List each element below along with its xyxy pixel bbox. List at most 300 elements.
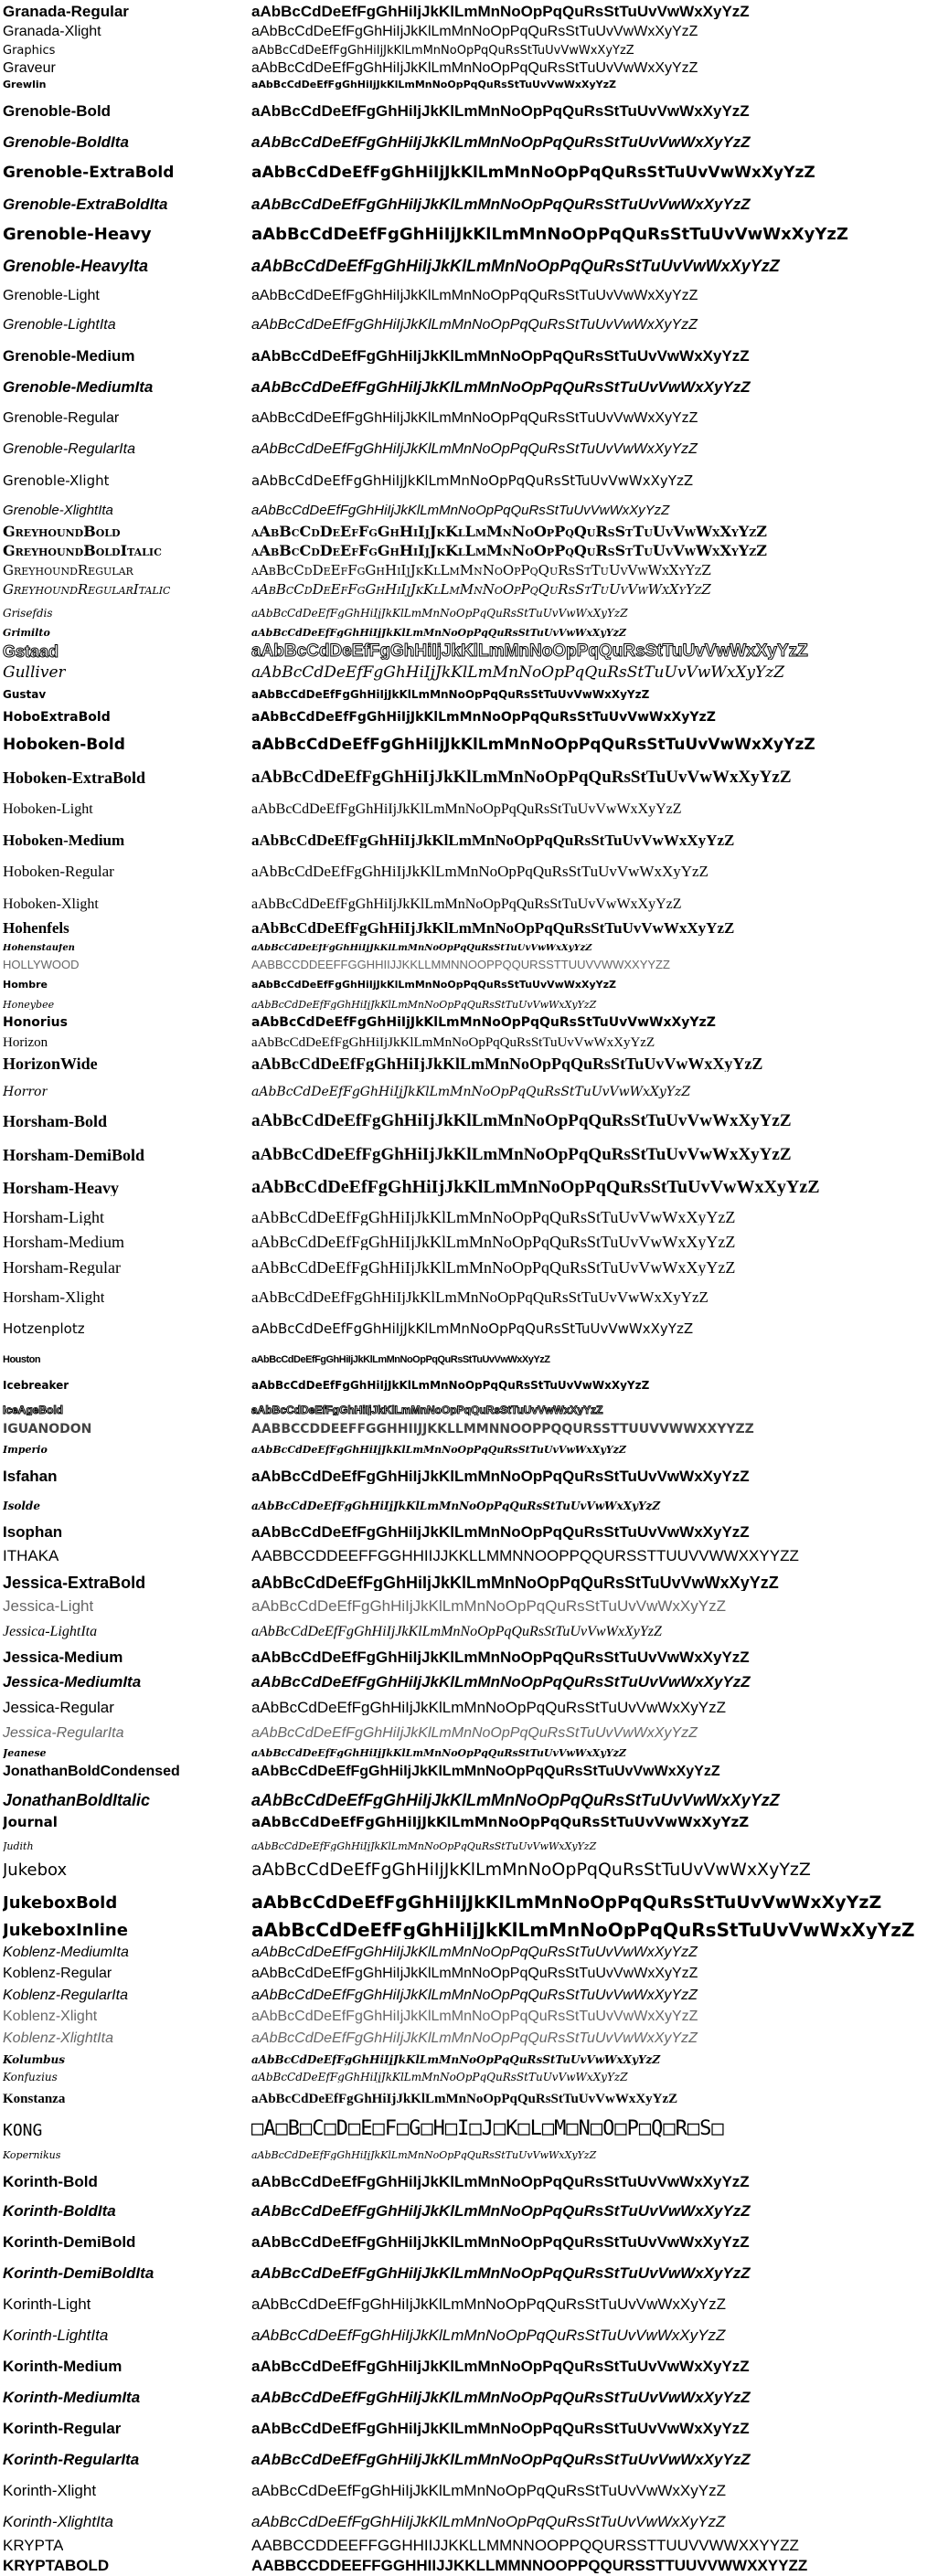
font-sample: aAbBcCdDeEfFgGhHiIjJkKlLmMnNoOpPqQuRsStTuUvVwWxXyYzZ	[251, 1321, 694, 1336]
font-sample: aAbBcCdDeEfFgGhHiIjJkKlLmMnNoOpPqQuRsStTuUvVwWxXyYzZ	[251, 999, 597, 1010]
font-name: Grenoble-HeavyIta	[3, 258, 149, 275]
font-name: Jessica-Light	[3, 1598, 94, 1615]
font-name: Grenoble-XlightIta	[3, 504, 113, 518]
font-row	[0, 1983, 927, 2004]
font-sample: aAbBcCdDeEfFgGhHiIjJkKlLmMnNoOpPqQuRsStTuUvVwWxXyYzZ	[251, 379, 751, 396]
font-row	[0, 702, 927, 726]
font-row	[0, 1641, 927, 1667]
font-sample: aAbBcCdDeEfFgGhHiIjJkKlLmMnNoOpPqQuRsStTuUvVwWxXyYzZ	[251, 1920, 915, 1939]
font-row	[0, 2283, 927, 2314]
font-sample: aAbBcCdDeEfFgGhHiIjJkKlLmMnNoOpPqQuRsStTuUvVwWxXyYzZ	[251, 165, 815, 182]
font-row	[0, 91, 927, 121]
font-sample: aAbBcCdDeEfFgGhHiIjJkKlLmMnNoOpPqQuRsStTuUvVwWxXyYzZ	[251, 1816, 750, 1830]
font-name: Judith	[3, 1840, 34, 1851]
font-sample: aAbBcCdDeEfFgGhHiIjJkKlLmMnNoOpPqQuRsStTuUvVwWxXyYzZ	[251, 2009, 698, 2025]
font-sample: aAbBcCdDeEfFgGhHiIjJkKlLmMnNoOpPqQuRsStTuUvVwWxXyYzZ	[251, 80, 617, 90]
font-row	[0, 1486, 927, 1513]
font-name: Korinth-DemiBold	[3, 2234, 136, 2251]
font-row	[0, 490, 927, 519]
font-row	[0, 2141, 927, 2162]
font-sample: aAbBcCdDeEfFgGhHiIjJkKlLmMnNoOpPqQuRsStTuUvVwWxXyYzZ	[251, 61, 698, 77]
font-name: Isfahan	[3, 1468, 58, 1484]
font-row	[0, 620, 927, 640]
font-sample: aAbBcCdDeEfFgGhHiIjJkKlLmMnNoOpPqQuRsStTuUvVwWxXyYzZ	[251, 2150, 597, 2161]
font-name: JukeboxBold	[3, 1894, 118, 1912]
font-sample: aAbBcCdDeEfFgGhHiIjJkKlLmMnNoOpPqQuRsStTuUvVwWxXyYzZ	[251, 710, 716, 724]
font-row	[0, 1131, 927, 1164]
font-sample: aAbBcCdDeEfFgGhHiIjJkKlLmMnNoOpPqQuRsStTuUvVwWxXyYzZ	[251, 1208, 736, 1225]
font-name: Konstanza	[3, 2092, 66, 2106]
font-row	[0, 991, 927, 1011]
font-row	[0, 276, 927, 305]
font-row	[0, 2084, 927, 2108]
font-sample: aAbBcCdDeEfFgGhHiIjJkKlLmMnNoOpPqQuRsStTuUvVwWxXyYzZ	[251, 1468, 750, 1484]
font-sample: aAbBcCdDeEfFgGhHiIjJkKlLmMnNoOpPqQuRsStTuUvVwWxXyYzZ	[251, 1288, 709, 1305]
font-name: Korinth-Xlight	[3, 2483, 97, 2499]
font-name: Horsham-Regular	[3, 1259, 121, 1277]
font-name: Grisefdis	[3, 607, 53, 619]
font-row	[0, 2407, 927, 2438]
font-sample: aAbBcCdDeEfFgGhHiIjJkKlLmMnNoOpPqQuRsStTuUvVwWxXyYzZ	[251, 102, 750, 119]
font-name: Isolde	[3, 1500, 40, 1511]
font-name: GreyhoundBold	[3, 524, 121, 539]
font-name: GreyhoundBoldItalic	[3, 543, 162, 558]
font-name: Graphics	[3, 44, 56, 57]
font-row	[0, 1393, 927, 1418]
font-sample: aAbBcCdDeEfFgGhHiIjJkKlLmMnNoOpPqQuRsStTuUvVwWxXyYzZ	[251, 1966, 698, 1982]
font-sample: aAbBcCdDeEfFgGhHiIjJkKlLmMnNoOpPqQuRsStTuUvVwWxXyYzZ	[251, 1792, 780, 1809]
font-row	[0, 1457, 927, 1486]
font-name: Korinth-MediumIta	[3, 2390, 141, 2406]
font-name: JukeboxInline	[3, 1922, 128, 1939]
font-name: Hoboken-ExtraBold	[3, 769, 146, 786]
font-row	[0, 459, 927, 490]
font-name: Horsham-Medium	[3, 1234, 124, 1251]
font-sample: aAbBcCdDeEfFgGhHiIjJkKlLmMnNoOpPqQuRsStTuUvVwWxXyYzZ	[251, 980, 617, 991]
font-sample: aAbBcCdDeEfFgGhHiIjJkKlLmMnNoOpPqQuRsStTuUvVwWxXyYzZ	[251, 318, 698, 333]
font-row	[0, 1307, 927, 1338]
font-row	[0, 2469, 927, 2500]
font-row	[0, 2345, 927, 2376]
font-sample: aAbBcCdDeEfFgGhHiIjJkKlLmMnNoOpPqQuRsStTuUvVwWxXyYzZ	[251, 664, 785, 681]
font-row	[0, 305, 927, 334]
font-name: Konfuzius	[3, 2072, 58, 2083]
font-name: Korinth-XlightIta	[3, 2514, 113, 2530]
font-sample: AABBCCDDEEFFGGHHIIJJKKLLMMNNOOPPQQURSSTTUUVVWWXXYYZZ	[251, 958, 670, 970]
font-sample: aAbBcCdDeEfFgGhHiIjJkKlLmMnNoOpPqQuRsStTuUvVwWxXyYzZ	[251, 442, 698, 458]
font-name: Graveur	[3, 61, 56, 77]
font-name: GreyhoundRegular	[3, 564, 133, 578]
font-sample: aAbBcCdDeEfFgGhHiIjJkKlLmMnNoOpPqQuRsStTuUvVwWxXyYzZ	[251, 258, 780, 275]
font-sample: aAbBcCdDeEfFgGhHiIjJkKlLmMnNoOpPqQuRsStTuUvVwWxXyYzZ	[251, 1524, 750, 1541]
font-sample: aAbBcCdDeEfFgGhHiIjJkKlLmMnNoOpPqQuRsStTuUvVwWxXyYzZ	[251, 1015, 716, 1029]
font-sample: aAbBcCdDeEfFgGhHiIjJkKlLmMnNoOpPqQuRsStTuUvVwWxXyYzZ	[251, 1086, 691, 1099]
font-sample: aAbBcCdDeEfFgGhHiIjJkKlLmMnNoOpPqQuRsStTuUvVwWxXyYzZ	[251, 583, 711, 598]
font-sample: aAbBcCdDeEfFgGhHiIjJkKlLmMnNoOpPqQuRsStTuUvVwWxXyYzZ	[251, 1234, 736, 1251]
font-row	[0, 1165, 927, 1198]
font-sample: aAbBcCdDeEfFgGhHiIjJkKlLmMnNoOpPqQuRsStTuUvVwWxXyYzZ	[251, 2053, 661, 2065]
font-name: Jessica-LightIta	[3, 1624, 98, 1639]
font-sample: aAbBcCdDeEfFgGhHiIjJkKlLmMnNoOpPqQuRsStTuUvVwWxXyYzZ	[251, 2483, 726, 2499]
font-name: Jessica-Medium	[3, 1648, 123, 1665]
font-row	[0, 2555, 927, 2575]
font-row	[0, 972, 927, 991]
font-name: Hombre	[3, 980, 48, 991]
font-row	[0, 1881, 927, 1913]
font-row	[0, 1913, 927, 1941]
font-name: JonathanBoldCondensed	[3, 1765, 180, 1780]
font-sample: aAbBcCdDeEfFgGhHiIjJkKlLmMnNoOpPqQuRsStTuUvVwWxXyYzZ	[251, 2092, 678, 2106]
font-row	[0, 1781, 927, 1810]
font-name: Hoboken-Bold	[3, 737, 125, 753]
font-sample: aAbBcCdDeEfFgGhHiIjJkKlLmMnNoOpPqQuRsStTuUvVwWxXyYzZ	[251, 2359, 750, 2375]
font-sample: AABBCCDDEEFFGGHHIIJJKKLLMMNNOOPPQQURSSTTUUVVWWXXYYZZ	[251, 1422, 754, 1436]
font-row	[0, 850, 927, 881]
font-name: Houston	[3, 1354, 41, 1365]
font-sample: aAbBcCdDeEfFgGhHiIjJkKlLmMnNoOpPqQuRsStTuUvVwWxXyYzZ	[251, 2514, 726, 2530]
font-name: Horsham-Heavy	[3, 1179, 119, 1196]
font-sample: aAbBcCdDeEfFgGhHiIjJkKlLmMnNoOpPqQuRsStTuUvVwWxXyYzZ	[251, 1988, 698, 2003]
font-sample: aAbBcCdDeEfFgGhHiIjJkKlLmMnNoOpPqQuRsStTuUvVwWxXyYzZ	[251, 1747, 626, 1758]
font-row	[0, 1074, 927, 1101]
font-sample: aAbBcCdDeEfFgGhHiIjJkKlLmMnNoOpPqQuRsStTuUvVwWxXyYzZ	[251, 2421, 750, 2437]
font-sample: aAbBcCdDeEfFgGhHiIjJkKlLmMnNoOpPqQuRsStTuUvVwWxXyYzZ	[251, 1145, 792, 1163]
font-row	[0, 2376, 927, 2407]
font-sample: aAbBcCdDeEfFgGhHiIjJkKlLmMnNoOpPqQuRsStTuUvVwWxXyYzZ	[251, 2327, 726, 2344]
font-sample: AABBCCDDEEFFGGHHIIJJKKLLMMNNOOPPQQURSSTTUUVVWWXXYYZZ	[251, 2558, 808, 2574]
font-row	[0, 78, 927, 91]
font-name: Grenoble-Light	[3, 289, 100, 304]
font-sample: aAbBcCdDeEfFgGhHiIjJkKlLmMnNoOpPqQuRsStTuUvVwWxXyYzZ	[251, 2203, 751, 2220]
font-sample: aAbBcCdDeEfFgGhHiIjJkKlLmMnNoOpPqQuRsStTuUvVwWxXyYzZ	[251, 2390, 751, 2406]
font-row	[0, 0, 927, 21]
font-name: Granada-Xlight	[3, 24, 101, 39]
font-row	[0, 519, 927, 540]
font-name: Jessica-RegularIta	[3, 1725, 124, 1741]
font-row	[0, 2314, 927, 2345]
font-name: Grenoble-Xlight	[3, 474, 110, 489]
font-sample: aAbBcCdDeEfFgGhHiIjJkKlLmMnNoOpPqQuRsStTuUvVwWxXyYzZ	[251, 44, 634, 57]
font-sample: aAbBcCdDeEfFgGhHiIjJkKlLmMnNoOpPqQuRsStTuUvVwWxXyYzZ	[251, 1699, 726, 1715]
font-name: JonathanBoldItalic	[3, 1792, 151, 1809]
font-name: Horsham-Bold	[3, 1113, 108, 1130]
font-row	[0, 2048, 927, 2067]
font-name: HOLLYWOOD	[3, 958, 80, 970]
font-sample: aAbBcCdDeEfFgGhHiIjJkKlLmMnNoOpPqQuRsStTuUvVwWxXyYzZ	[251, 227, 848, 244]
font-sample: aAbBcCdDeEfFgGhHiIjJkKlLmMnNoOpPqQuRsStTuUvVwWxXyYzZ	[251, 919, 735, 936]
font-row	[0, 1810, 927, 1831]
font-name: Grenoble-MediumIta	[3, 379, 154, 396]
font-row	[0, 1593, 927, 1617]
font-sample: aAbBcCdDeEfFgGhHiIjJkKlLmMnNoOpPqQuRsStTuUvVwWxXyYzZ	[251, 863, 709, 879]
font-name: Hohenstaufen	[3, 943, 75, 953]
font-sample: aAbBcCdDeEfFgGhHiIjJkKlLmMnNoOpPqQuRsStTuUvVwWxXyYzZ	[251, 1860, 811, 1879]
font-row	[0, 1052, 927, 1073]
font-row	[0, 788, 927, 819]
font-sample: aAbBcCdDeEfFgGhHiIjJkKlLmMnNoOpPqQuRsStTuUvVwWxXyYzZ	[251, 1354, 550, 1365]
font-row	[0, 397, 927, 428]
font-sample: aAbBcCdDeEfFgGhHiIjJkKlLmMnNoOpPqQuRsStTuUvVwWxXyYzZ	[251, 524, 767, 539]
font-row	[0, 1031, 927, 1052]
font-row	[0, 1565, 927, 1593]
font-sample: aAbBcCdDeEfFgGhHiIjJkKlLmMnNoOpPqQuRsStTuUvVwWxXyYzZ	[251, 801, 682, 817]
font-sample: aAbBcCdDeEfFgGhHiIjJkKlLmMnNoOpPqQuRsStTuUvVwWxXyYzZ	[251, 1177, 820, 1196]
font-sample: aAbBcCdDeEfFgGhHiIjJkKlLmMnNoOpPqQuRsStTuUvVwWxXyYzZ	[251, 1379, 650, 1391]
font-name: Horsham-Xlight	[3, 1288, 105, 1305]
font-name: Jukebox	[3, 1861, 68, 1879]
font-row	[0, 1338, 927, 1367]
font-row	[0, 1417, 927, 1436]
font-sample: aAbBcCdDeEfFgGhHiIjJkKlLmMnNoOpPqQuRsStTuUvVwWxXyYzZ	[251, 943, 592, 953]
font-name: Isophan	[3, 1524, 63, 1541]
font-row	[0, 2108, 927, 2141]
font-row	[0, 560, 927, 579]
font-sample: aAbBcCdDeEfFgGhHiIjJkKlLmMnNoOpPqQuRsStTuUvVwWxXyYzZ	[251, 504, 670, 518]
font-row	[0, 1542, 927, 1565]
font-row	[0, 1367, 927, 1393]
font-sample: aAbBcCdDeEfFgGhHiIjJkKlLmMnNoOpPqQuRsStTuUvVwWxXyYzZ	[251, 1405, 603, 1416]
font-name: Korinth-RegularIta	[3, 2452, 140, 2468]
font-sample: aAbBcCdDeEfFgGhHiIjJkKlLmMnNoOpPqQuRsStTuUvVwWxXyYzZ	[251, 2452, 751, 2468]
font-name: KONG	[3, 2122, 43, 2139]
font-row	[0, 1437, 927, 1457]
font-name: Jessica-Regular	[3, 1699, 114, 1715]
font-name: Hoboken-Regular	[3, 863, 114, 879]
font-sample: aAbBcCdDeEfFgGhHiIjJkKlLmMnNoOpPqQuRsStTuUvVwWxXyYzZ	[251, 1648, 750, 1665]
font-name: KRYPTA	[3, 2538, 64, 2554]
font-sample: aAbBcCdDeEfFgGhHiIjJkKlLmMnNoOpPqQuRsStTuUvVwWxXyYzZ	[251, 2296, 726, 2313]
font-name: Grenoble-Regular	[3, 411, 120, 427]
font-row	[0, 599, 927, 620]
font-sample: aAbBcCdDeEfFgGhHiIjJkKlLmMnNoOpPqQuRsStTuUvVwWxXyYzZ	[251, 628, 626, 639]
font-sample: aAbBcCdDeEfFgGhHiIjJkKlLmMnNoOpPqQuRsStTuUvVwWxXyYzZ	[251, 2174, 750, 2190]
font-sample: aAbBcCdDeEfFgGhHiIjJkKlLmMnNoOpPqQuRsStTuUvVwWxXyYzZ	[251, 474, 694, 489]
font-name: Gulliver	[3, 664, 66, 681]
font-name: HorizonWide	[3, 1055, 98, 1072]
font-row	[0, 938, 927, 955]
font-name: Icebreaker	[3, 1379, 69, 1391]
font-sample: aAbBcCdDeEfFgGhHiIjJkKlLmMnNoOpPqQuRsStTuUvVwWxXyYzZ	[251, 832, 735, 848]
font-sample: aAbBcCdDeEfFgGhHiIjJkKlLmMnNoOpPqQuRsStTuUvVwWxXyYzZ	[251, 2234, 750, 2251]
font-name: IGUANODON	[3, 1422, 92, 1436]
font-sample: aAbBcCdDeEfFgGhHiIjJkKlLmMnNoOpPqQuRsStTuUvVwWxXyYzZ	[251, 289, 698, 304]
font-row	[0, 214, 927, 245]
font-name: Kopernikus	[3, 2150, 61, 2161]
font-sample: aAbBcCdDeEfFgGhHiIjJkKlLmMnNoOpPqQuRsStTuUvVwWxXyYzZ	[251, 348, 750, 365]
font-sample: aAbBcCdDeEfFgGhHiIjJkKlLmMnNoOpPqQuRsStTuUvVwWxXyYzZ	[251, 2265, 751, 2282]
font-sample: aAbBcCdDeEfFgGhHiIjJkKlLmMnNoOpPqQuRsStTuUvVwWxXyYzZ	[251, 1036, 655, 1051]
font-row	[0, 662, 927, 683]
font-row	[0, 579, 927, 599]
font-sample: aAbBcCdDeEfFgGhHiIjJkKlLmMnNoOpPqQuRsStTuUvVwWxXyYzZ	[251, 768, 792, 786]
font-row	[0, 334, 927, 366]
font-name: Horror	[3, 1086, 48, 1099]
font-sample: aAbBcCdDeEfFgGhHiIjJkKlLmMnNoOpPqQuRsStTuUvVwWxXyYzZ	[251, 689, 650, 701]
font-row	[0, 2500, 927, 2531]
font-sample: aAbBcCdDeEfFgGhHiIjJkKlLmMnNoOpPqQuRsStTuUvVwWxXyYzZ	[251, 1765, 720, 1780]
font-row	[0, 1743, 927, 1760]
font-sample: aAbBcCdDeEfFgGhHiIjJkKlLmMnNoOpPqQuRsStTuUvVwWxXyYzZ	[251, 2072, 628, 2083]
font-row	[0, 881, 927, 914]
font-row	[0, 541, 927, 560]
font-name: Jessica-ExtraBold	[3, 1574, 146, 1591]
font-sample: aAbBcCdDeEfFgGhHiIjJkKlLmMnNoOpPqQuRsStTuUvVwWxXyYzZ	[251, 196, 751, 213]
font-name: Grenoble-ExtraBoldIta	[3, 196, 168, 213]
font-name: Hoboken-Medium	[3, 832, 125, 848]
font-sample: aAbBcCdDeEfFgGhHiIjJkKlLmMnNoOpPqQuRsStTuUvVwWxXyYzZ	[251, 1893, 882, 1912]
font-sample: aAbBcCdDeEfFgGhHiIjJkKlLmMnNoOpPqQuRsStTuUvVwWxXyYzZ	[251, 897, 682, 913]
font-row	[0, 428, 927, 459]
font-sample: aAbBcCdDeEfFgGhHiIjJkKlLmMnNoOpPqQuRsStTuUvVwWxXyYzZ	[251, 1259, 736, 1277]
font-sample: aAbBcCdDeEfFgGhHiIjJkKlLmMnNoOpPqQuRsStTuUvVwWxXyYzZ	[251, 1624, 662, 1639]
font-row	[0, 755, 927, 788]
font-row	[0, 2438, 927, 2469]
font-name: Kolumbus	[3, 2053, 66, 2065]
font-name: Korinth-BoldIta	[3, 2203, 116, 2220]
font-row	[0, 58, 927, 78]
font-name: Horizon	[3, 1036, 48, 1051]
font-sample: aAbBcCdDeEfFgGhHiIjJkKlLmMnNoOpPqQuRsStTuUvVwWxXyYzZ	[251, 24, 698, 39]
font-row	[0, 2026, 927, 2047]
font-name: KRYPTABOLD	[3, 2558, 110, 2574]
font-name: Koblenz-RegularIta	[3, 1988, 128, 2003]
font-name: Honeybee	[3, 999, 55, 1010]
font-row	[0, 183, 927, 214]
font-row	[0, 1513, 927, 1542]
font-row	[0, 2221, 927, 2252]
font-sample: aAbBcCdDeEfFgGhHiIjJkKlLmMnNoOpPqQuRsStTuUvVwWxXyYzZ	[251, 1500, 661, 1511]
font-row	[0, 955, 927, 972]
font-name: HoboExtraBold	[3, 710, 111, 724]
font-name: Koblenz-Xlight	[3, 2009, 98, 2025]
font-name: Hohenfels	[3, 919, 69, 936]
font-row	[0, 1760, 927, 1781]
font-sample: aAbBcCdDeEfFgGhHiIjJkKlLmMnNoOpPqQuRsStTuUvVwWxXyYzZ	[251, 1840, 597, 1851]
font-name: Korinth-Regular	[3, 2421, 122, 2437]
font-sample: aAbBcCdDeEfFgGhHiIjJkKlLmMnNoOpPqQuRsStTuUvVwWxXyYzZ	[251, 1674, 751, 1691]
font-name: Gustav	[3, 689, 47, 701]
font-sample: aAbBcCdDeEfFgGhHiIjJkKlLmMnNoOpPqQuRsStTuUvVwWxXyYzZ	[251, 411, 698, 427]
font-row	[0, 1227, 927, 1253]
font-name: Grenoble-BoldIta	[3, 133, 129, 150]
font-row	[0, 1252, 927, 1277]
font-sample: aAbBcCdDeEfFgGhHiIjJkKlLmMnNoOpPqQuRsStTuUvVwWxXyYzZ	[251, 1725, 698, 1741]
font-sample: aAbBcCdDeEfFgGhHiIjJkKlLmMnNoOpPqQuRsStTuUvVwWxXyYzZ	[251, 2030, 698, 2046]
font-name: Koblenz-XlightIta	[3, 2030, 113, 2046]
font-sample: aAbBcCdDeEfFgGhHiIjJkKlLmMnNoOpPqQuRsStTuUvVwWxXyYzZ	[251, 1055, 763, 1072]
font-sample: aAbBcCdDeEfFgGhHiIjJkKlLmMnNoOpPqQuRsStTuUvVwWxXyYzZ	[251, 737, 815, 753]
font-sample: aAbBcCdDeEfFgGhHiIjJkKlLmMnNoOpPqQuRsStTuUvVwWxXyYzZ	[251, 543, 767, 558]
font-name: Korinth-Medium	[3, 2359, 123, 2375]
font-name: Korinth-Light	[3, 2296, 91, 2313]
font-name: Korinth-LightIta	[3, 2327, 109, 2344]
font-name: Grenoble-Medium	[3, 348, 135, 365]
font-row	[0, 683, 927, 702]
font-name: IceAgeBold	[3, 1405, 64, 1416]
font-row	[0, 1853, 927, 1881]
font-name: Grewlin	[3, 80, 47, 90]
font-row	[0, 1831, 927, 1852]
font-name: Grenoble-LightIta	[3, 318, 116, 333]
font-row	[0, 640, 927, 661]
font-row	[0, 245, 927, 276]
font-row	[0, 1667, 927, 1692]
font-sample: aAbBcCdDeEfFgGhHiIjJkKlLmMnNoOpPqQuRsStTuUvVwWxXyYzZ	[251, 641, 808, 660]
font-name: Gstaad	[3, 642, 59, 660]
font-sample: aAbBcCdDeEfFgGhHiIjJkKlLmMnNoOpPqQuRsStTuUvVwWxXyYzZ	[251, 4, 750, 20]
font-row	[0, 2191, 927, 2221]
font-sample: aAbBcCdDeEfFgGhHiIjJkKlLmMnNoOpPqQuRsStTuUvVwWxXyYzZ	[251, 1945, 698, 1961]
font-row	[0, 41, 927, 58]
font-sample: aAbBcCdDeEfFgGhHiIjJkKlLmMnNoOpPqQuRsStTuUvVwWxXyYzZ	[251, 607, 628, 619]
font-row	[0, 21, 927, 40]
font-name: Korinth-DemiBoldIta	[3, 2265, 154, 2282]
font-row	[0, 152, 927, 183]
font-name: ITHAKA	[3, 1547, 59, 1564]
font-name: GreyhoundRegularItalic	[3, 583, 171, 598]
font-row	[0, 726, 927, 755]
font-row	[0, 1962, 927, 1983]
font-sample: aAbBcCdDeEfFgGhHiIjJkKlLmMnNoOpPqQuRsStTuUvVwWxXyYzZ	[251, 1112, 792, 1130]
font-name: Koblenz-MediumIta	[3, 1945, 129, 1961]
font-name: Journal	[3, 1816, 58, 1830]
font-row	[0, 2162, 927, 2191]
font-row	[0, 121, 927, 152]
font-name: Hoboken-Xlight	[3, 897, 99, 913]
font-sample: □A□B□C□D□E□F□G□H□I□J□K□L□M□N□O□P□Q□R□S□	[251, 2118, 724, 2139]
font-name: Grenoble-Bold	[3, 102, 112, 119]
font-row	[0, 2067, 927, 2084]
font-name: Honorius	[3, 1015, 68, 1029]
font-row	[0, 366, 927, 397]
font-row	[0, 1941, 927, 1962]
font-sample: AABBCCDDEEFFGGHHIIJJKKLLMMNNOOPPQQURSSTTUUVVWWXXYYZZ	[251, 1547, 799, 1564]
font-name: Korinth-Bold	[3, 2174, 98, 2190]
font-name: Imperio	[3, 1444, 48, 1455]
font-sample: aAbBcCdDeEfFgGhHiIjJkKlLmMnNoOpPqQuRsStTuUvVwWxXyYzZ	[251, 133, 751, 150]
font-name: Grenoble-ExtraBold	[3, 165, 175, 182]
font-name: Grenoble-Heavy	[3, 227, 152, 244]
font-sample: aAbBcCdDeEfFgGhHiIjJkKlLmMnNoOpPqQuRsStTuUvVwWxXyYzZ	[251, 564, 711, 578]
font-row	[0, 1717, 927, 1743]
font-row	[0, 1100, 927, 1131]
font-row	[0, 1012, 927, 1031]
font-name: Granada-Regular	[3, 4, 129, 20]
font-name: Jeanese	[3, 1747, 47, 1758]
font-row	[0, 2531, 927, 2555]
font-row	[0, 914, 927, 938]
font-row	[0, 819, 927, 850]
font-name: Hoboken-Light	[3, 801, 93, 817]
font-row	[0, 1616, 927, 1641]
font-row	[0, 1691, 927, 1717]
font-row	[0, 2005, 927, 2026]
font-sample: aAbBcCdDeEfFgGhHiIjJkKlLmMnNoOpPqQuRsStTuUvVwWxXyYzZ	[251, 1598, 726, 1615]
font-name: Jessica-MediumIta	[3, 1674, 142, 1691]
font-name: Grenoble-RegularIta	[3, 442, 135, 458]
font-row	[0, 1277, 927, 1307]
font-name: Grimilto	[3, 628, 50, 639]
font-sample: aAbBcCdDeEfFgGhHiIjJkKlLmMnNoOpPqQuRsStTuUvVwWxXyYzZ	[251, 1574, 779, 1591]
font-row	[0, 2252, 927, 2283]
font-sample: AABBCCDDEEFFGGHHIIJJKKLLMMNNOOPPQQURSSTTUUVVWWXXYYZZ	[251, 2538, 799, 2554]
font-name: Horsham-DemiBold	[3, 1146, 144, 1163]
font-name: Hotzenplotz	[3, 1321, 85, 1336]
font-name: Horsham-Light	[3, 1208, 104, 1225]
font-row	[0, 1198, 927, 1227]
font-sample: aAbBcCdDeEfFgGhHiIjJkKlLmMnNoOpPqQuRsStTuUvVwWxXyYzZ	[251, 1444, 626, 1455]
font-name: Koblenz-Regular	[3, 1966, 112, 1982]
